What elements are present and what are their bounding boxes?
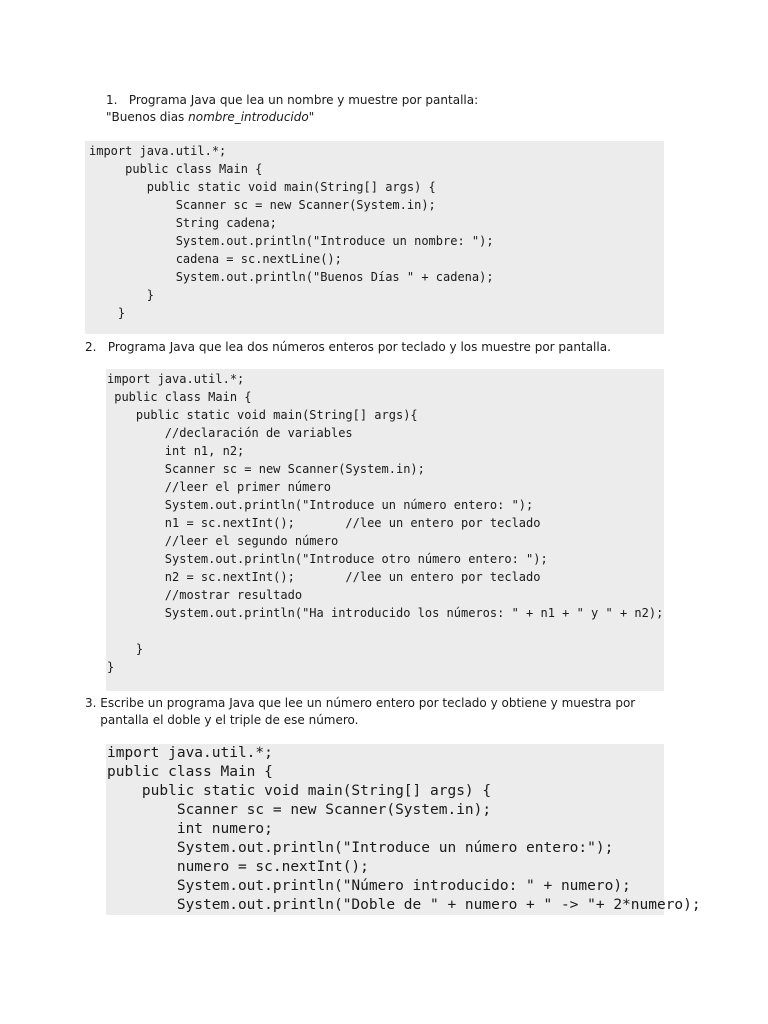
code-line: System.out.println("Buenos Días " + cadena); [89, 270, 494, 284]
code-line: //leer el segundo número [107, 534, 339, 548]
exercise-3-title-line-2: pantalla el doble y el triple de ese número. [85, 713, 359, 727]
code-line: import java.util.*; [107, 372, 245, 386]
code-line: public class Main { [89, 162, 263, 176]
code-line: } [89, 306, 126, 320]
code-line: public static void main(String[] args) { [89, 180, 436, 194]
code-line: //mostrar resultado [107, 588, 303, 602]
code-block-2 [106, 369, 664, 691]
code-2-text [107, 370, 663, 676]
code-line: cadena = sc.nextLine(); [89, 252, 342, 266]
code-line: System.out.println("Número introducido: " + numero); [107, 878, 631, 894]
code-line: public class Main { [107, 390, 252, 404]
code-line: String cadena; [89, 216, 277, 230]
code-line: System.out.println("Ha introducido los números: " + n1 + " y " + n2); [107, 606, 664, 620]
code-line: System.out.println("Doble de " + numero + " -> "+ 2*numero); [107, 897, 701, 913]
code-line: public class Main { [107, 764, 273, 780]
code-line: n1 = sc.nextInt(); //lee un entero por teclado [107, 516, 541, 530]
exercise-1-subtitle-italic: nombre_introducido" [188, 110, 315, 124]
code-line: //declaración de variables [107, 426, 353, 440]
exercise-1-subtitle [106, 108, 314, 126]
code-block-3 [106, 744, 701, 915]
exercise-2-title: 2. Programa Java que lea dos números enteros por teclado y los muestre por pantalla. [85, 340, 611, 354]
code-line: System.out.println("Introduce un número entero: "); [107, 498, 534, 512]
code-line: System.out.println("Introduce un número entero:"); [107, 840, 614, 856]
code-block-1 [85, 141, 664, 334]
code-line: import java.util.*; [89, 144, 227, 158]
code-3-text [107, 744, 701, 915]
code-line: System.out.println("Introduce un nombre: "); [89, 234, 494, 248]
code-line: int numero; [107, 821, 273, 837]
code-line: System.out.println("Introduce otro número entero: "); [107, 552, 548, 566]
exercise-1-title: 1. Programa Java que lea un nombre y muestre por pantalla: [106, 93, 479, 107]
code-line: import java.util.*; [107, 745, 273, 761]
code-line: } [107, 660, 115, 674]
code-1-text [89, 142, 494, 322]
exercise-3-title-line-1: 3. Escribe un programa Java que lee un número entero por teclado y obtiene y muestra por [85, 696, 636, 710]
code-line: Scanner sc = new Scanner(System.in); [107, 462, 425, 476]
code-line: int n1, n2; [107, 444, 245, 458]
exercise-1-subtitle-prefix: "Buenos dias [106, 110, 189, 124]
code-line: } [107, 642, 144, 656]
code-line: //leer el primer número [107, 480, 331, 494]
code-line: n2 = sc.nextInt(); //lee un entero por teclado [107, 570, 541, 584]
code-line: public static void main(String[] args){ [107, 408, 418, 422]
code-line: Scanner sc = new Scanner(System.in); [89, 198, 436, 212]
code-line: public static void main(String[] args) { [107, 783, 492, 799]
code-line: numero = sc.nextInt(); [107, 859, 369, 875]
code-line: Scanner sc = new Scanner(System.in); [107, 802, 492, 818]
code-line: } [89, 288, 155, 302]
